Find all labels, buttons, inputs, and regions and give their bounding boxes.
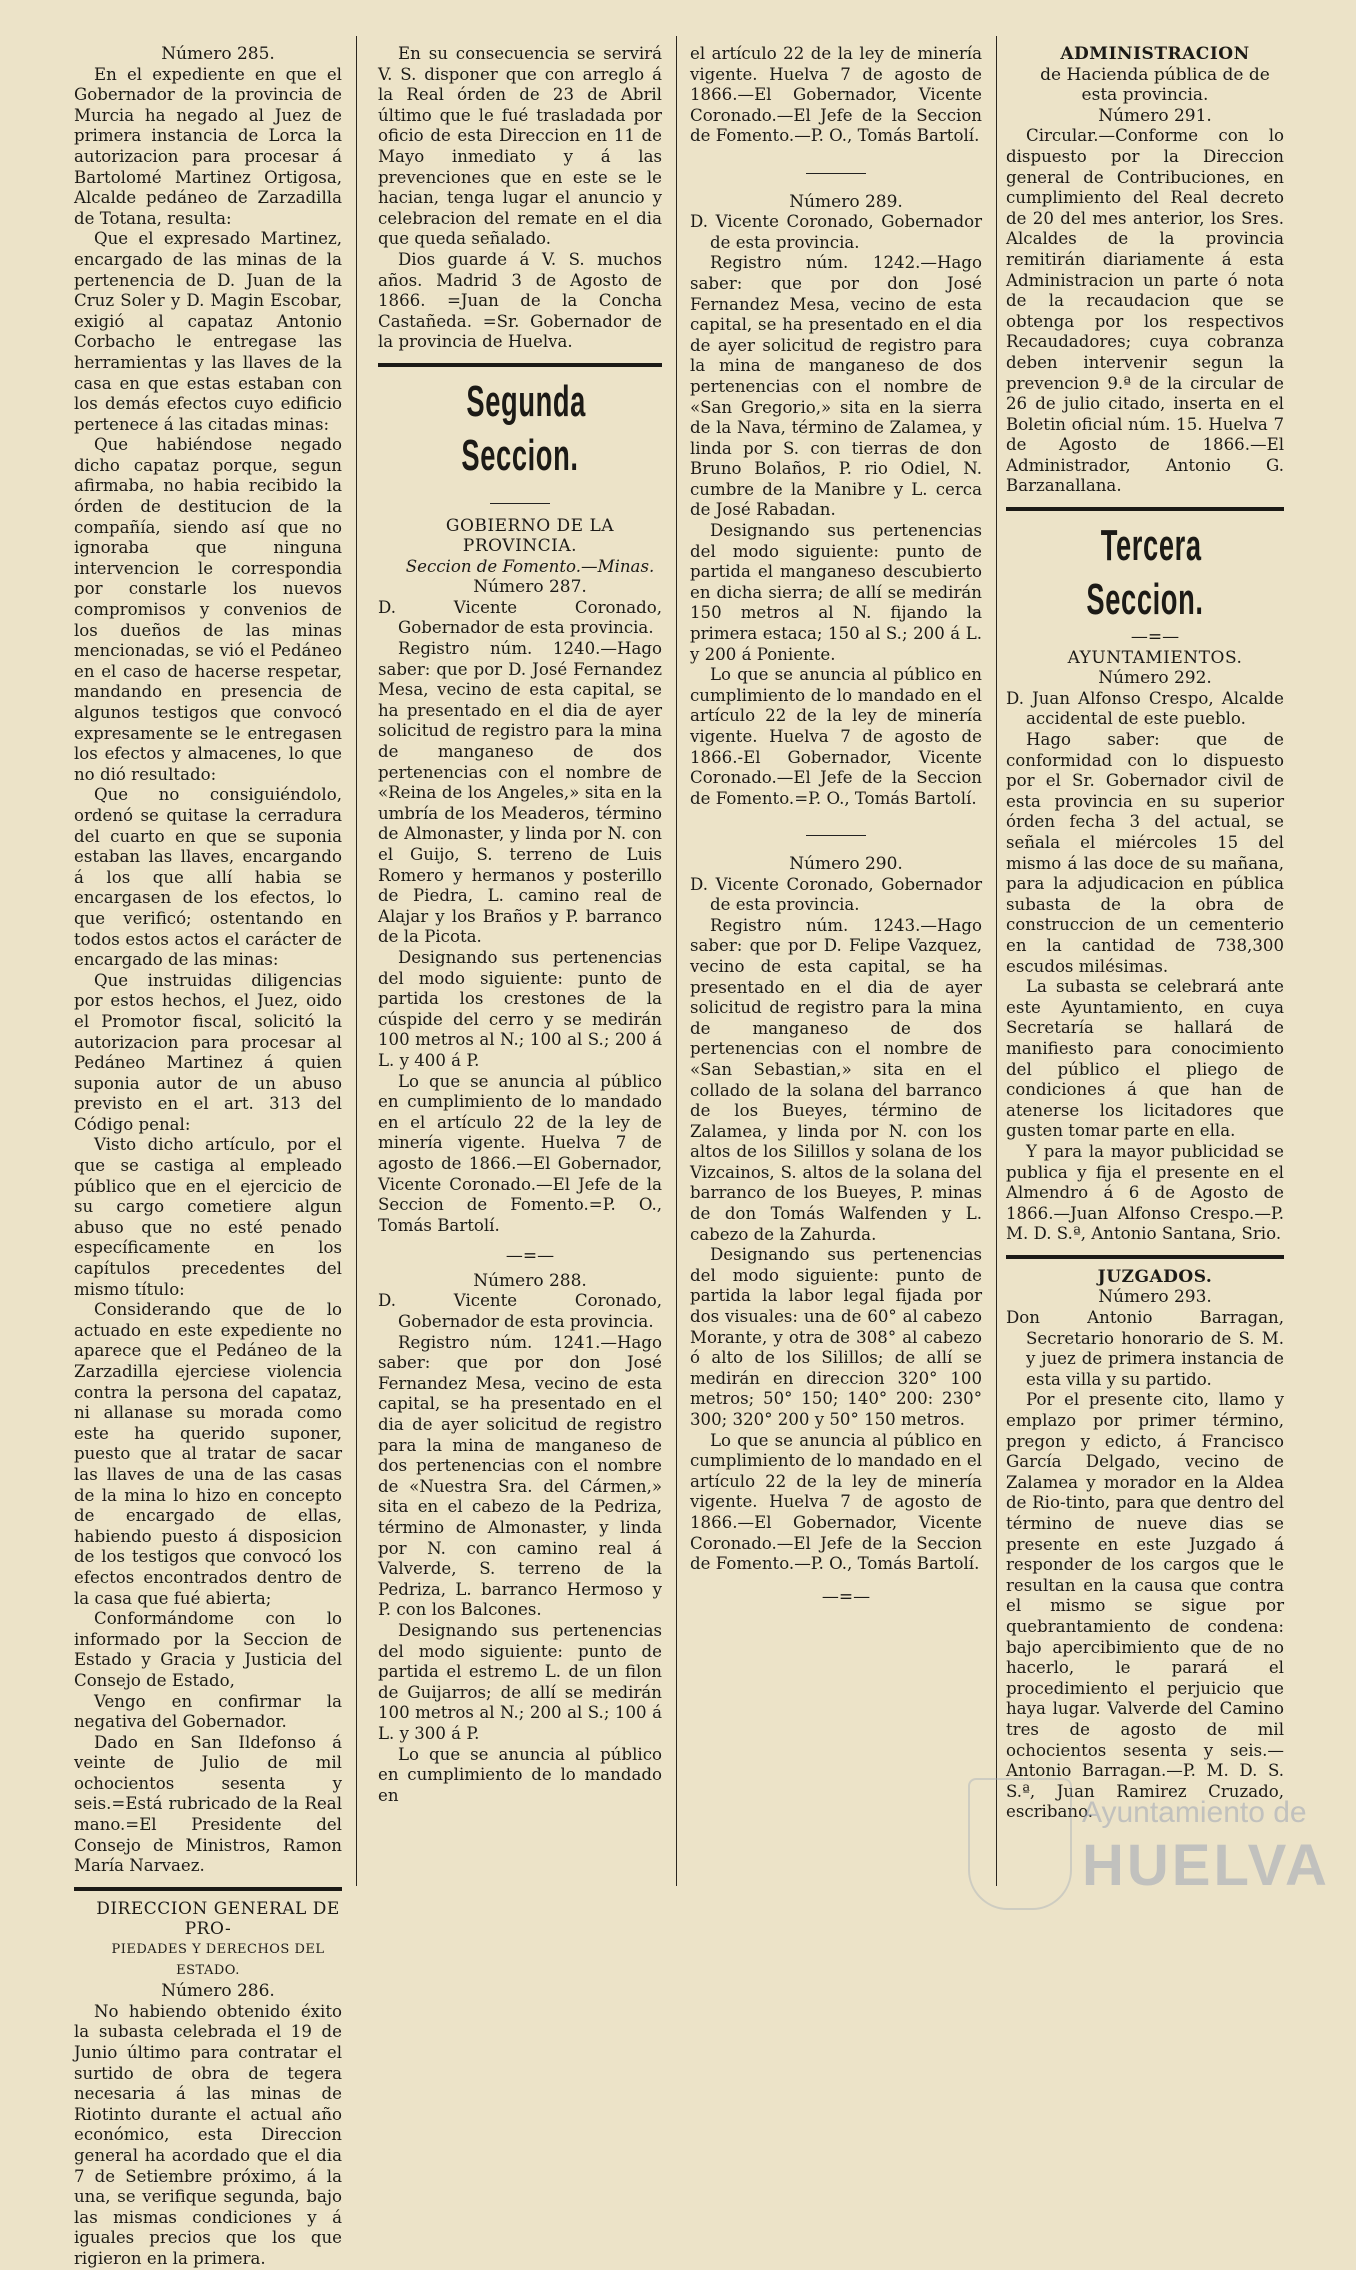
column-rule-2 xyxy=(676,36,677,1886)
direccion-subheading: PIEDADES Y DERECHOS DEL ESTADO. xyxy=(111,1942,325,1978)
heading-292: D. Juan Alfonso Crespo, Alcalde accidental de este pueblo. xyxy=(1006,688,1284,729)
para-289-3: Lo que se anuncia al público en cumplimiento de lo mandado en el artículo 22 de la ley de minería vigente. Huelva 7 de agosto de 1866.-El Gobernador, Vicente Coronado.—El Jefe de la Seccion de Fomento.=P. O., Tomás Bartolí. xyxy=(690,665,982,808)
heading-290: D. Vicente Coronado, Gobernador de esta provincia. xyxy=(690,874,982,915)
watermark-line-1: Ayuntamiento de xyxy=(1082,1796,1307,1829)
para-cont-288: el artículo 22 de la ley de minería vigente. Huelva 7 de agosto de 1866.—El Gobernador, Vicente Coronado.—El Jefe de la Seccion de Fomento.—P. O., Tomás Bartolí. xyxy=(690,44,982,146)
numero-293: Número 293. xyxy=(1098,1287,1212,1308)
para-285-8: Conformándome con lo informado por la Seccion de Estado y Gracia y Justicia del Consejo de Estado, xyxy=(74,1609,342,1690)
para-287-3: Lo que se anuncia al público en cumplimiento de lo mandado en el artículo 22 de la ley de minería vigente. Huelva 7 de agosto de 1866.—El Gobernador, Vicente Coronado.—El Jefe de la Seccion de Fomento.=P. O., Tomás Bartolí. xyxy=(378,1071,662,1235)
para-285-9: Vengo en confirmar la negativa del Gobernador. xyxy=(74,1691,342,1732)
separator: —=— xyxy=(505,1246,555,1267)
para-288-1: Registro núm. 1241.—Hago saber: que por don José Fernandez Mesa, vecino de esta capital, se ha presentado en el dia de ayer solicitud de registro para la mina de manganeso de dos pertenencias con el nombre de «Nuestra Sra. del Cármen,» sita en el cabezo de la Pedriza, término de Almonaster, y linda por N. con camino real á Valverde, S. terreno de la Pedriza, L. barranco Hermoso y P. con los Balcones. xyxy=(378,1332,662,1620)
segunda-seccion-title: Segunda Seccion. xyxy=(461,376,586,480)
watermark-seal-icon xyxy=(968,1778,1072,1910)
administracion-subheading: de Hacienda pública de de esta provincia. xyxy=(1040,64,1270,106)
juzgados-heading: JUZGADOS. xyxy=(1097,1266,1213,1287)
heading-287: D. Vicente Coronado, Gobernador de esta provincia. xyxy=(378,597,662,638)
ornament-dash xyxy=(690,159,982,180)
separator: —=— xyxy=(1130,627,1180,648)
column-4 xyxy=(1006,44,1284,1823)
section-rule xyxy=(1006,1255,1284,1259)
para-290-2: Designando sus pertenencias del modo siguiente: punto de partida la labor legal fijada por dos visuales: una de 60° al cabezo Morante, y otra de 308° al cabezo ó alto de los Silillos; de allí se medirán en direccion 320° 100 metros; 50° 150; 140° 200: 230° 300; 320° 200 y 50° 150 metros. xyxy=(690,1245,982,1429)
numero-291: Número 291. xyxy=(1098,105,1212,126)
numero-288: Número 288. xyxy=(473,1270,587,1291)
numero-287: Número 287. xyxy=(473,577,587,598)
numero-292: Número 292. xyxy=(1098,668,1212,689)
para-285-5: Que instruidas diligencias por estos hechos, el Juez, oido el Promotor fiscal, solicitó la autorizacion para procesar al Pedáneo Martinez á quien suponia autor de un abuso previsto en el art. 313 del Código penal: xyxy=(74,970,342,1134)
column-rule-1 xyxy=(356,36,357,1886)
tercera-seccion-title: Tercera Seccion. xyxy=(1086,521,1204,625)
para-293: Por el presente cito, llamo y emplazo por primer término, pregon y edicto, á Francisco García Delgado, vecino de Zalamea y morador en la Aldea de Rio-tinto, para que dentro del término de nueve dias se presente en este Juzgado á responder de los cargos que le resultan en la causa que contra el mismo se sigue por quebrantamiento de condena: bajo apercibimiento que de no hacerlo, le parará el procedimiento el perjuicio que haya lugar. Valverde del Camino tres de agosto de mil ochocientos sesenta y seis.—Antonio Barragan.—P. M. D. S. S.ª, Juan Ramirez Cruzado, escribano. xyxy=(1006,1390,1284,1822)
heading-289: D. Vicente Coronado, Gobernador de esta provincia. xyxy=(690,212,982,252)
direccion-heading: DIRECCION GENERAL DE PRO- xyxy=(96,1898,340,1940)
section-rule xyxy=(74,1887,342,1891)
watermark-line-2: HUELVA xyxy=(1082,1833,1330,1898)
para-289-1: Registro núm. 1242.—Hago saber: que por don José Fernandez Mesa, vecino de esta capital, se ha presentado en el dia de ayer solicitud de registro para la mina de manganeso de dos pertenencias con el nombre de «San Gregorio,» sita en la sierra de la Nava, término de Zalamea, y linda por S. con tierras de don Bruno Bolaños, P. rio Odiel, N. cumbre de la Manibre y L. cerca de José Rabadan. xyxy=(690,253,982,520)
section-rule xyxy=(378,363,662,367)
heading-288: D. Vicente Coronado, Gobernador de esta provincia. xyxy=(378,1291,662,1332)
para-287-2: Designando sus pertenencias del modo siguiente: punto de partida los crestones de la cúspide del cerro y se medirán 100 metros al N.; 100 al S.; 200 á L. y 400 á P. xyxy=(378,947,662,1070)
column-1 xyxy=(74,44,342,2270)
column-2 xyxy=(378,44,662,1806)
para-291: Circular.—Conforme con lo dispuesto por la Direccion general de Contribuciones, en cumplimiento del Real decreto de 20 del mes anterior, los Sres. Alcaldes de la provincia remitirán diariamente á esta Administracion un parte ó nota de la recaudacion que se obtenga por los respectivos Recaudadores; cuya cobranza deben intervenir segun la prevencion 9.ª de la circular de 26 de julio citado, inserta en el Boletin oficial núm. 15. Huelva 7 de Agosto de 1866.—El Administrador, Antonio G. Barzanallana. xyxy=(1006,126,1284,496)
numero-290: Número 290. xyxy=(789,853,903,874)
para-288-2: Designando sus pertenencias del modo siguiente: punto de partida el estremo L. de un filon de Guijarros; de allí se medirán 100 metros al N.; 200 al S.; 100 á L. y 300 á P. xyxy=(378,1620,662,1743)
para-dios-guarde: Dios guarde á V. S. muchos años. Madrid 3 de Agosto de 1866. =Juan de la Concha Castañeda. =Sr. Gobernador de la provincia de Huelva. xyxy=(378,249,662,352)
para-285-2: Que el expresado Martinez, encargado de las minas de la pertenencia de D. Juan de la Cruz Soler y D. Magin Escobar, exigió al capataz Antonio Corbacho le entregase las herramientas y las llaves de la casa en que estas estaban con los demás efectos cuyo edificio pertenece á las citadas minas: xyxy=(74,229,342,434)
ornament-dash xyxy=(690,821,982,842)
para-292-3: Y para la mayor publicidad se publica y fija el presente en el Almendro á 6 de Agosto de 1866.—Juan Alfonso Crespo.—P. M. D. S.ª, Antonio Santana, Srio. xyxy=(1006,1141,1284,1244)
section-rule xyxy=(1006,507,1284,511)
para-285-4: Que no consiguiéndolo, ordenó se quitase la cerradura del cuarto en que se suponia estaban las llaves, encargando á los que allí habia se encargasen de los efectos, lo que verificó; ostentando en todos estos actos el carácter de encargado de las minas: xyxy=(74,785,342,970)
para-cont-direccion: En su consecuencia se servirá V. S. disponer que con arreglo á la Real órden de 23 de Abril último que le fué trasladada por oficio de esta Direccion en 11 de Mayo inmediato y á las prevenciones que en este se le hacian, tenga lugar el anuncio y celebracion del remate en el dia que queda señalado. xyxy=(378,44,662,249)
para-285-7: Considerando que de lo actuado en este expediente no aparece que el Pedáneo de la Zarzadilla ejerciese violencia contra la persona del capataz, ni allanase su morada como este ha querido suponer, puesto que al tratar de sacar las llaves de una de las casas de la mina lo hizo en concepto de encargado de ellas, habiendo puesto á disposicion de los testigos que convocó los efectos encontrados dentro de la casa que fué abierta; xyxy=(74,1300,342,1608)
column-3 xyxy=(690,44,982,1607)
para-287-1: Registro núm. 1240.—Hago saber: que por D. José Fernandez Mesa, vecino de esta capital, se ha presentado en el dia de ayer solicitud de registro para la mina de manganeso de dos pertenencias con el nombre de «Reina de los Angeles,» sita en la umbría de los Meaderos, término de Almonaster, y linda por N. con el Guijo, S. terreno de Luis Romero y hermanos y posterillo de Piedra, L. camino real de Alajar y los Braños y P. barranco de la Picota. xyxy=(378,639,662,947)
para-286: No habiendo obtenido éxito la subasta celebrada el 19 de Junio último para contratar el surtido de obra de tegera necesaria á las minas de Riotinto durante el actual año económico, esta Direccion general ha acordado que el dia 7 de Setiembre próximo, á la una, se verifique segunda, bajo las mismas condiciones y á iguales precios que los que rigieron en la primera. xyxy=(74,2001,342,2268)
seccion-fomento: Seccion de Fomento.—Minas. xyxy=(405,556,655,576)
ornament-dash xyxy=(378,489,662,510)
column-rule-3 xyxy=(996,36,997,1886)
administracion-heading: ADMINISTRACION xyxy=(1060,44,1250,64)
para-289-2: Designando sus pertenencias del modo siguiente: punto de partida el manganeso descubierto en dicha sierra; de allí se medirán 150 metros al N. fijando la primera estaca; 150 al S.; 200 á L. y 200 á Poniente. xyxy=(690,521,982,664)
ayuntamientos-heading: AYUNTAMIENTOS. xyxy=(1067,647,1243,668)
para-290-1: Registro núm. 1243.—Hago saber: que por D. Felipe Vazquez, vecino de esta capital, se ha presentado en el dia de ayer solicitud de registro para la mina de manganeso de dos pertenencias con el nombre de «San Sebastian,» sita en el collado de la solana del barranco de los Bueyes, término de Zalamea, y linda por N. con los altos de los Silillos y solana de los Vizcainos, S. altos de la solana del barranco de los Bueyes, P. minas de don Tomás Walfenden y L. cabezo de la Zahurda. xyxy=(690,915,982,1244)
para-290-3: Lo que se anuncia al público en cumplimiento de lo mandado en el artículo 22 de la ley de minería vigente. Huelva 7 de agosto de 1866.—El Gobernador, Vicente Coronado.—El Jefe de la Seccion de Fomento.—P. O., Tomás Bartolí. xyxy=(690,1430,982,1574)
numero-289: Número 289. xyxy=(789,191,903,212)
para-292-1: Hago saber: que de conformidad con lo dispuesto por el Sr. Gobernador civil de esta provincia en su superior órden fecha 3 del actual, se señala el miércoles 15 del mismo á las doce de su mañana, para la adjudicacion en pública subasta de la obra de construccion de un cementerio en la cantidad de 738,300 escudos milésimas. xyxy=(1006,730,1284,976)
separator: —=— xyxy=(821,1586,871,1607)
gobierno-heading: GOBIERNO DE LA PROVINCIA. xyxy=(445,515,615,557)
para-285-3: Que habiéndose negado dicho capataz porque, segun afirmaba, no habia recibido la órden de destitucion de la compañía, siendo así que no ignoraba que ninguna intervencion le correspondia por constarle los nuevos compromisos y convenios de los dueños de las minas mencionadas, se vió el Pedáneo en el caso de hacerse respetar, mandando en presencia de algunos testigos que convocó expresamente se le entregasen los efectos y almacenes, lo que no dió resultado: xyxy=(74,435,342,784)
para-285-1: En el expediente en que el Gobernador de la provincia de Murcia ha negado al Juez de primera instancia de Lorca la autorizacion para procesar á Bartolomé Martinez Ortigosa, Alcalde pedáneo de Zarzadilla de Totana, resulta: xyxy=(74,64,342,228)
para-292-2: La subasta se celebrará ante este Ayuntamiento, en cuya Secretaría se hallará de manifiesto para conocimiento del público el pliego de condiciones á que han de atenerse los licitadores que gusten tomar parte en ella. xyxy=(1006,977,1284,1141)
heading-293: Don Antonio Barragan, Secretario honorario de S. M. y juez de primera instancia de esta villa y su partido. xyxy=(1006,1308,1284,1389)
para-285-6: Visto dicho artículo, por el que se castiga al empleado público que en el ejercicio de su cargo cometiere algun abuso que no esté penado específicamente en los capítulos precedentes del mismo título: xyxy=(74,1135,342,1299)
numero-285: Número 285. xyxy=(161,44,275,64)
para-288-3: Lo que se anuncia al público en cumplimiento de lo mandado en xyxy=(378,1744,662,1805)
para-285-10: Dado en San Ildefonso á veinte de Julio de mil ochocientos sesenta y seis.=Está rubricado de la Real mano.=El Presidente del Consejo de Ministros, Ramon María Narvaez. xyxy=(74,1732,342,1876)
numero-286: Número 286. xyxy=(161,1981,275,2002)
